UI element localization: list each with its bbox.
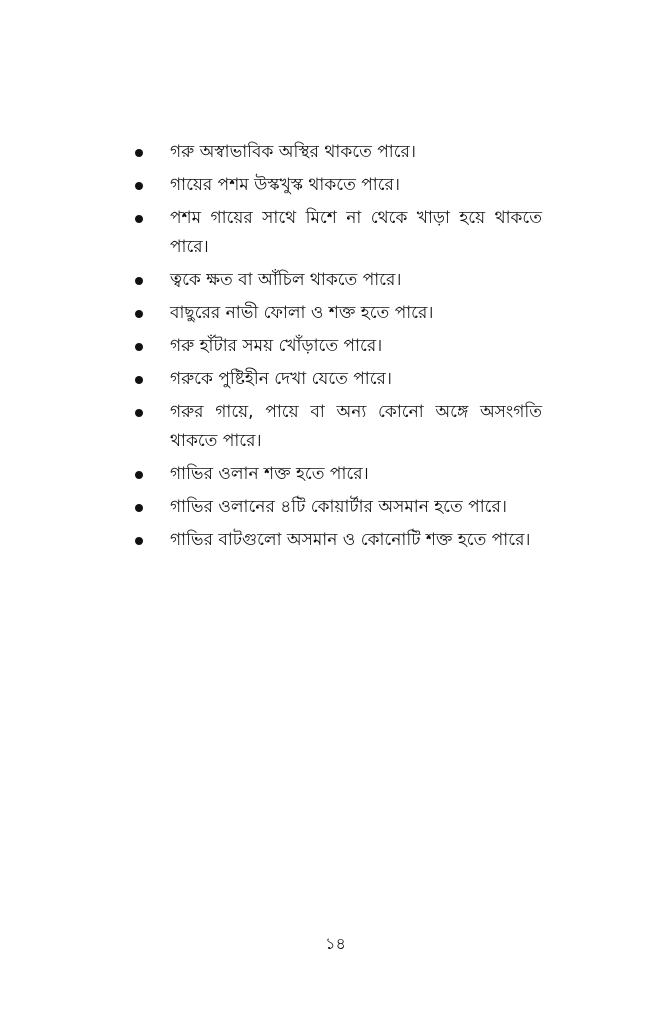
bullet-icon xyxy=(135,149,143,157)
list-item-text: বাছুরের নাভী ফোলা ও শক্ত হতে পারে। xyxy=(170,303,434,323)
list-item-text: গাভির ওলান শক্ত হতে পারে। xyxy=(170,464,369,484)
bullet-icon xyxy=(135,310,143,318)
list-item-text: ত্বকে ক্ষত বা আঁচিল থাকতে পারে। xyxy=(170,270,402,290)
list-item xyxy=(132,204,542,262)
list-item xyxy=(132,460,542,489)
symptom-bullet-list xyxy=(132,138,542,559)
list-item xyxy=(132,526,542,555)
list-item-text: গায়ের পশম উস্কখুস্ক থাকতে পারে। xyxy=(170,175,400,195)
list-item xyxy=(132,398,542,456)
list-item-text: গরু অস্বাভাবিক অস্থির থাকতে পারে। xyxy=(170,142,416,162)
bullet-icon xyxy=(135,343,143,351)
bullet-icon xyxy=(135,277,143,285)
list-item-text: গরুকে পুষ্টিহীন দেখা যেতে পারে। xyxy=(170,369,392,389)
bullet-icon xyxy=(135,504,143,512)
bullet-icon xyxy=(135,471,143,479)
list-item-text: পশম গায়ের সাথে মিশে না থেকে খাড়া হয়ে থাকতে পারে। xyxy=(170,208,542,257)
list-item-text: গাভির বাটগুলো অসমান ও কোনোটি শক্ত হতে পারে। xyxy=(170,530,531,550)
bullet-icon xyxy=(135,182,143,190)
list-item xyxy=(132,365,542,394)
list-item-text: গাভির ওলানের ৪টি কোয়ার্টার অসমান হতে পারে। xyxy=(170,497,507,517)
bullet-icon xyxy=(135,215,143,223)
list-item xyxy=(132,138,542,167)
page-number: ১৪ xyxy=(325,934,346,953)
bullet-icon xyxy=(135,376,143,384)
list-item xyxy=(132,332,542,361)
bullet-icon xyxy=(135,409,143,417)
bullet-icon xyxy=(135,537,143,545)
list-item-text: গরু হাঁটার সময় খোঁড়াতে পারে। xyxy=(170,336,383,356)
list-item-text: গরুর গায়ে, পায়ে বা অন্য কোনো অঙ্গে অসংগতি থাকতে পারে। xyxy=(170,402,542,451)
list-item xyxy=(132,493,542,522)
list-item xyxy=(132,299,542,328)
list-item xyxy=(132,266,542,295)
list-item xyxy=(132,171,542,200)
